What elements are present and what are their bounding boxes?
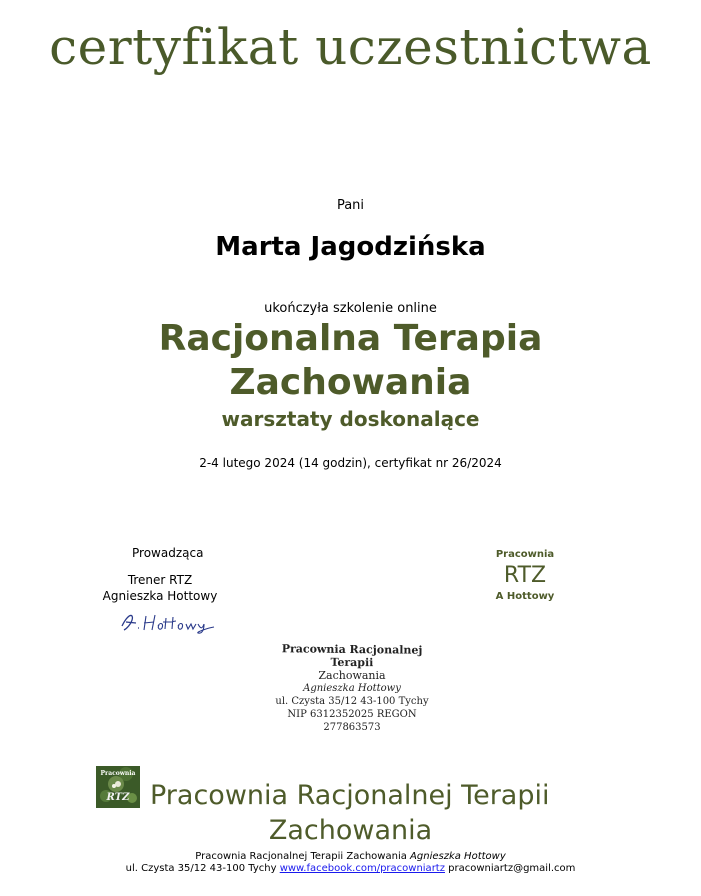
stamp-line: Agnieszka Hottowy [303, 683, 401, 694]
facebook-link[interactable]: www.facebook.com/pracowniartz [279, 863, 445, 874]
recipient-name: Marta Jagodzińska [215, 232, 486, 262]
trainer-title: Trener RTZ [127, 573, 193, 587]
logo-label-top: Pracownia [100, 770, 136, 777]
footer-email: pracowniartz@gmail.com [448, 863, 576, 874]
brand-label-bottom: A Hottowy [495, 591, 555, 602]
trainer-name: Agnieszka Hottowy [102, 589, 218, 603]
footer-company-owner: Agnieszka Hottowy [410, 851, 506, 862]
stamp-line: NIP 6312352025 REGON 277863573 [287, 709, 417, 733]
footer-address: ul. Czysta 35/12 43-100 Tychy [125, 863, 277, 874]
stamp-line: Zachowania [318, 669, 386, 682]
completion-text: ukończyła szkolenie online [264, 301, 437, 316]
salutation: Pani [336, 198, 365, 213]
stamp-line: ul. Czysta 35/12 43-100 Tychy [275, 696, 429, 707]
course-title-line2: Zachowania [229, 362, 472, 403]
course-subtitle: warsztaty doskonalące [221, 407, 480, 431]
company-stamp [262, 643, 442, 734]
footer-contact-line [0, 863, 701, 874]
brand-label-top: Pracownia [495, 549, 555, 560]
course-title-line1: Racjonalna Terapia [158, 318, 543, 359]
footer-company: Pracownia Racjonalnej Terapii Zachowania [195, 851, 407, 862]
brand-label-middle: RTZ [503, 563, 547, 588]
signature-image [118, 608, 228, 634]
footer-company-line [0, 851, 701, 862]
course-dates: 2-4 lutego 2024 (14 godzin), certyfikat nr 26/2024 [199, 456, 502, 470]
certificate-title: certyfikat uczestnictwa [49, 18, 652, 76]
leader-label: Prowadząca [132, 546, 204, 560]
footer-title-line1: Pracownia Racjonalnej Terapii [150, 780, 550, 811]
stamp-line: Pracownia Racjonalnej Terapii [281, 642, 423, 670]
footer-title-line2: Zachowania [268, 815, 433, 846]
logo-label-bottom: RTZ [106, 792, 130, 803]
